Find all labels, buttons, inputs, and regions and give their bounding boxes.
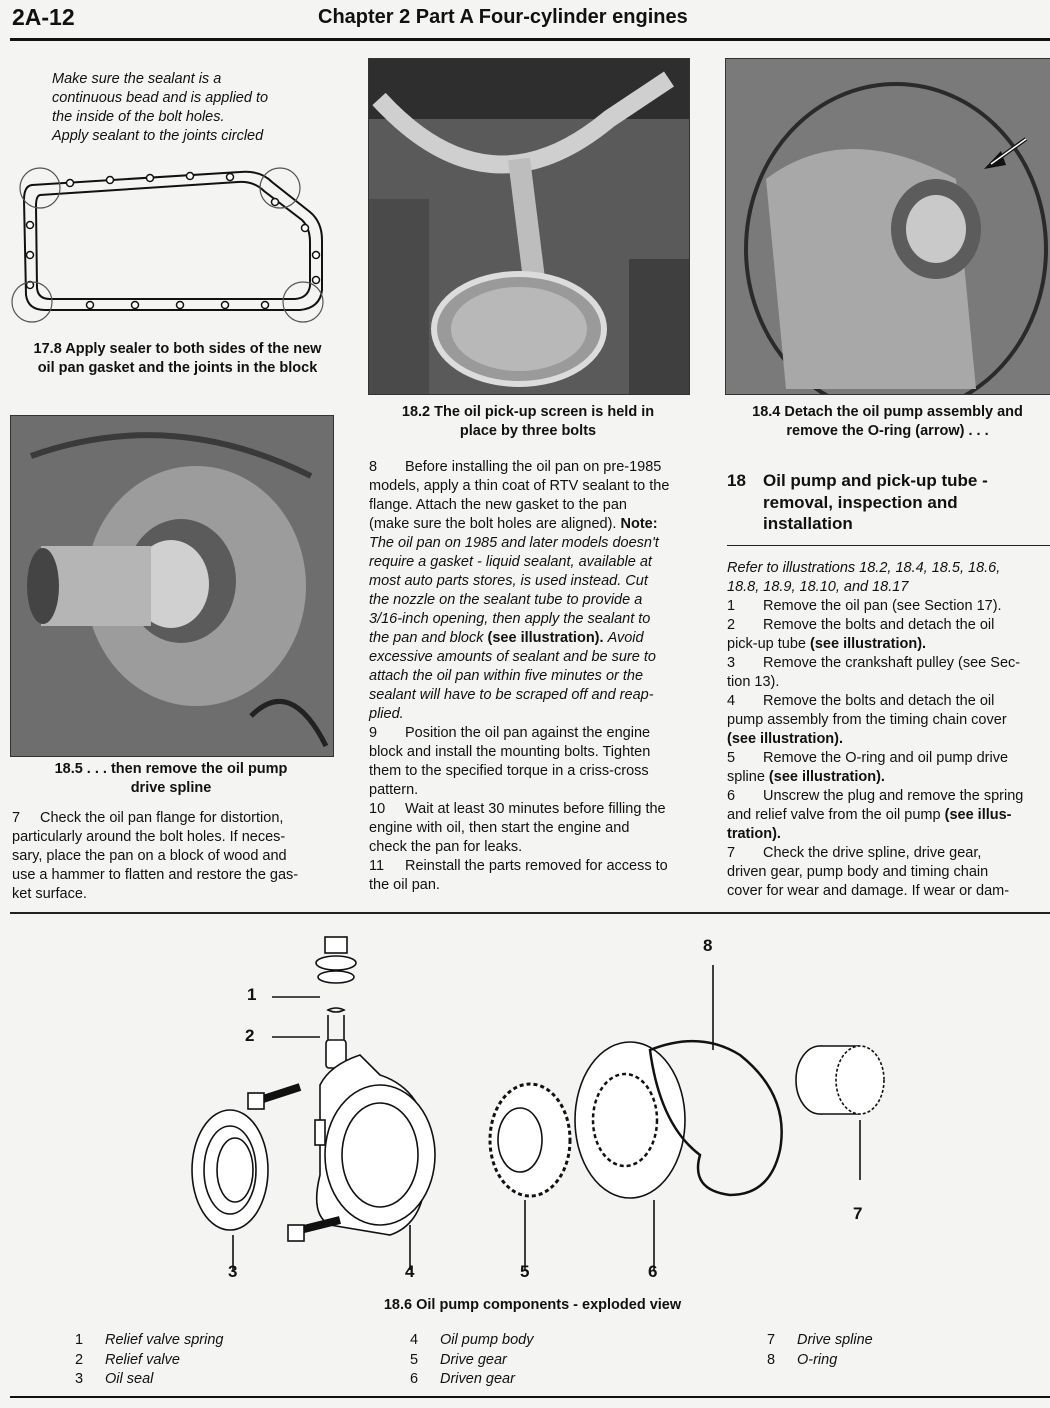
text-line: Remove the bolts and detach the oil <box>763 617 995 633</box>
chapter-title: Chapter 2 Part A Four-cylinder engines <box>318 6 688 28</box>
legend-item: 4 Oil pump body <box>410 1332 534 1348</box>
text-line: the pan and block <box>369 630 484 646</box>
text-line: pump assembly from the timing chain cover <box>727 712 1007 728</box>
text-line: particularly around the bolt holes. If neces- <box>12 829 286 845</box>
figure-17-8-note <box>52 70 268 146</box>
note-line: Make sure the sealant is a <box>52 71 222 87</box>
text-line: models, apply a thin coat of RTV sealant to the <box>369 478 670 494</box>
callout-5: 5 <box>520 1262 530 1281</box>
paragraph-number: 8 <box>369 459 378 475</box>
callout-1: 1 <box>247 985 257 1004</box>
text-line: Remove the bolts and detach the oil <box>763 693 995 709</box>
text-line: Check the drive spline, drive gear, <box>763 845 982 861</box>
caption-line: 18.2 The oil pick-up screen is held in <box>401 404 655 420</box>
paragraph-number: 3 <box>727 655 736 671</box>
text-line: pattern. <box>369 782 419 798</box>
callout-7: 7 <box>853 1204 863 1223</box>
text-line: Refer to illustrations 18.2, 18.4, 18.5, 18.6, <box>727 560 1001 576</box>
text-line: driven gear, pump body and timing chain <box>727 864 989 880</box>
text-line: (make sure the bolt holes are aligned). <box>369 516 617 532</box>
caption-line: 17.8 Apply sealer to both sides of the new <box>33 341 322 357</box>
figure-17-8-caption <box>10 340 345 378</box>
caption-line: 18.4 Detach the oil pump assembly and <box>752 404 1023 420</box>
text-line: the nozzle on the sealant tube to provide a <box>369 592 643 608</box>
figure-18-5-caption <box>10 760 332 798</box>
text-line: 3/16-inch opening, then apply the sealant to <box>369 611 651 627</box>
paragraph-number: 9 <box>369 725 378 741</box>
caption-line: remove the O-ring (arrow) . . . <box>786 423 989 439</box>
text-line: excessive amounts of sealant and be sure to <box>369 649 656 665</box>
middle-column-text <box>369 458 691 895</box>
callout-6: 6 <box>648 1262 658 1281</box>
text-line: tion 13). <box>727 674 780 690</box>
legend-item: 7 Drive spline <box>767 1332 873 1348</box>
text-line: sealant will have to be scraped off and reap- <box>369 687 654 703</box>
text-line: most auto parts stores, is used instead. Cut <box>369 573 648 589</box>
legend-column-3 <box>767 1331 873 1370</box>
text-line: Remove the crankshaft pulley (see Sec- <box>763 655 1021 671</box>
figure-18-6-caption: 18.6 Oil pump components - exploded view <box>383 1297 682 1313</box>
see-illustration-ref: (see illustration). <box>487 630 604 646</box>
section-rule <box>727 545 1050 546</box>
text-line: 18.8, 18.9, 18.10, and 18.17 <box>727 579 909 595</box>
left-paragraph-7 <box>12 809 334 904</box>
text-line: sary, place the pan on a block of wood and <box>12 848 287 864</box>
oil-pickup-screen-image <box>369 59 689 394</box>
text-line: pick-up tube <box>727 636 806 652</box>
paragraph-number: 5 <box>727 750 736 766</box>
paragraph-number: 2 <box>727 617 736 633</box>
see-illustration-ref: tration). <box>727 826 781 842</box>
legend-item: 1 Relief valve spring <box>75 1332 224 1348</box>
legend-item: 5 Drive gear <box>410 1351 507 1368</box>
text-line: Wait at least 30 minutes before filling the <box>405 801 666 817</box>
text-line: ket surface. <box>12 886 87 902</box>
title-line: installation <box>763 514 853 533</box>
caption-line: place by three bolts <box>459 423 597 439</box>
legend-column-2 <box>410 1331 534 1390</box>
text-line: Remove the oil pan (see Section 17). <box>763 598 1002 614</box>
right-column-text <box>727 559 1049 901</box>
figure-18-4-caption <box>725 403 1050 441</box>
paragraph-number: 11 <box>369 858 385 874</box>
text-line: plied. <box>369 706 404 722</box>
note-line: the inside of the bolt holes. <box>52 109 225 125</box>
oil-pump-exploded-view <box>180 925 900 1295</box>
text-line: Avoid <box>607 630 644 646</box>
note-label: Note: <box>620 516 658 532</box>
legend-item: 6 Driven gear <box>410 1371 515 1387</box>
photo-oil-pickup-screen <box>368 58 690 395</box>
oil-pan-gasket-drawing <box>10 150 340 325</box>
paragraph-number: 6 <box>727 788 736 804</box>
text-line: engine with oil, then start the engine and <box>369 820 630 836</box>
note-line: Apply sealant to the joints circled <box>52 128 264 144</box>
see-illustration-ref: (see illustration). <box>768 769 885 785</box>
text-line: Unscrew the plug and remove the spring <box>763 788 1024 804</box>
footer-rule <box>10 1396 1050 1398</box>
photo-drive-spline <box>10 415 334 757</box>
figure-separator-rule <box>10 912 1050 914</box>
text-line: Reinstall the parts removed for access to <box>405 858 668 874</box>
legend-item: 3 Oil seal <box>75 1371 154 1387</box>
paragraph-number: 7 <box>12 810 21 826</box>
see-illustration-ref: (see illustration). <box>810 636 927 652</box>
text-line: the oil pan. <box>369 877 440 893</box>
callout-2: 2 <box>245 1026 255 1045</box>
legend-column-1 <box>75 1331 223 1390</box>
title-line: Oil pump and pick-up tube - <box>763 471 988 490</box>
title-line: removal, inspection and <box>763 492 958 512</box>
text-line: them to the specified torque in a criss-cross <box>369 763 649 779</box>
legend-item: 2 Relief valve <box>75 1351 180 1368</box>
paragraph-number: 10 <box>369 801 386 817</box>
text-line: attach the oil pan within five minutes or the <box>369 668 644 684</box>
drive-spline-image <box>11 416 333 756</box>
page-number: 2A-12 <box>12 4 75 30</box>
section-18-title <box>727 470 1047 535</box>
callout-4: 4 <box>405 1262 415 1281</box>
caption-line: drive spline <box>130 780 212 796</box>
header-rule <box>10 38 1050 41</box>
callout-3: 3 <box>228 1262 238 1281</box>
caption-line: oil pan gasket and the joints in the block <box>37 360 318 376</box>
text-line: and relief valve from the oil pump <box>727 807 941 823</box>
see-illustration-ref: (see illus- <box>944 807 1012 823</box>
text-line: block and install the mounting bolts. Tighten <box>369 744 651 760</box>
text-line: check the pan for leaks. <box>369 839 523 855</box>
text-line: spline <box>727 769 765 785</box>
text-line: cover for wear and damage. If wear or dam- <box>727 883 1010 899</box>
text-line: Check the oil pan flange for distortion, <box>40 810 284 826</box>
callout-8: 8 <box>703 936 713 955</box>
paragraph-number: 7 <box>727 845 736 861</box>
oil-pump-assembly-image <box>726 59 1050 394</box>
paragraph-number: 4 <box>727 693 736 709</box>
text-line: The oil pan on 1985 and later models doesn't <box>369 535 659 551</box>
text-line: Remove the O-ring and oil pump drive <box>763 750 1009 766</box>
text-line: flange. Attach the new gasket to the pan <box>369 497 627 513</box>
text-line: Before installing the oil pan on pre-1985 <box>405 459 662 475</box>
photo-oil-pump-assembly <box>725 58 1050 395</box>
section-number: 18 <box>727 471 746 490</box>
text-line: Position the oil pan against the engine <box>405 725 651 741</box>
text-line: use a hammer to flatten and restore the gas- <box>12 867 299 883</box>
legend-item: 8 O-ring <box>767 1351 838 1368</box>
note-line: continuous bead and is applied to <box>52 90 269 106</box>
caption-line: 18.5 . . . then remove the oil pump <box>54 761 288 777</box>
figure-18-2-caption <box>368 403 688 441</box>
paragraph-number: 1 <box>727 598 736 614</box>
see-illustration-ref: (see illustration). <box>727 731 844 747</box>
text-line: require a gasket - liquid sealant, available at <box>369 554 652 570</box>
